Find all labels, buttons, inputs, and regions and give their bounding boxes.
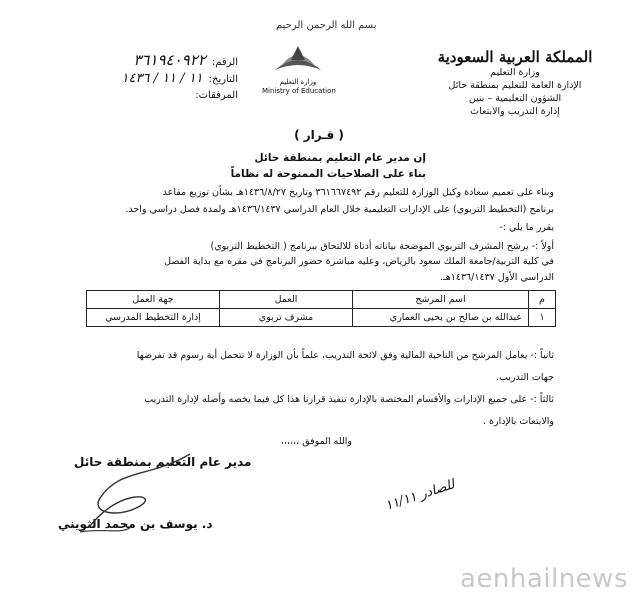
body-line: أولاً :- يرشح المشرف التربوي الموضحة بياناته أدناه للالتحاق ببرنامج ( التخطيط التربوي) [210, 241, 554, 252]
body-line: وبناء على تعميم سعادة وكيل الوزارة للتعليم رقم ٣٦١٦٦٧٤٩٢ وتاريخ ١٤٣٦/٨/٢٧هـ بشأن توزيع مقاعد [162, 187, 554, 198]
header-line: إدارة التدريب والابتعاث [470, 106, 560, 117]
candidate-table [86, 290, 556, 327]
clause-line: والابتعاث بالإدارة . [482, 416, 554, 427]
date-value: ١١ / ١١ / ١٤٣٦ [121, 71, 203, 86]
col-header: م [529, 291, 556, 309]
ministry-logo [262, 40, 334, 96]
closing-line: والله الموفق ،،،،،، [280, 436, 352, 447]
cell-workplace: إدارة التخطيط المدرسي [87, 309, 220, 327]
col-header: العمل [220, 291, 353, 309]
attach-label: المرفقات: [195, 90, 238, 101]
body-line: يقرر ما يلي :- [499, 222, 554, 233]
clause-line: ثانياً :- يعامل المرشح من الناحية المالية وفق لائحة التدريب، علماً بأن الوزارة لا تتحمل أية رسوم قد تفرضها [136, 350, 554, 361]
col-header: اسم المرشح [353, 291, 529, 309]
header-left [98, 52, 238, 104]
table-header-row [87, 291, 556, 309]
header-line: الشؤون التعليمية – بنين [468, 93, 562, 104]
intro-line: بناء على الصلاحيات الممنوحة له نظاماً [230, 168, 426, 180]
clause-line: ثالثاً :- على جميع الإدارات والأقسام المختصة بالإدارة تنفيذ قرارنا هذا كل فيما يخصه وأصله لإدارة التدريب [144, 394, 554, 405]
col-header: جهة العمل [87, 291, 220, 309]
watermark: aenhailnews [459, 564, 628, 594]
attach-row [98, 88, 238, 104]
intro-line: إن مدير عام التعليم بمنطقة حائل [254, 152, 426, 164]
handwritten-note: للصادر ١١/١١ [383, 477, 457, 514]
ref-row [98, 52, 238, 71]
header-right [410, 48, 620, 118]
table-row [87, 309, 556, 327]
ministry-logo-icon [271, 40, 325, 78]
basmala: بسم الله الرحمن الرحيم [276, 20, 377, 31]
body-line: برنامج (التخطيط التربوي) على الإدارات التعليمية خلال العام الدراسي ١٤٣٦/١٤٣٧هـ ولمدة فصل دراسي واحد. [125, 204, 554, 215]
body-line: في كلية التربية/جامعة الملك سعود بالرياض، وعليه مباشرة حضور البرنامج في مقره مع بداية الفصل [164, 256, 554, 267]
country-name: المملكة العربية السعودية [437, 48, 593, 66]
cell-candidate-name: عبدالله بن صالح بن يحيى العماري [353, 309, 529, 327]
date-row [98, 71, 238, 88]
logo-caption-ar: وزارة التعليم [279, 78, 317, 86]
signature-scribble-icon [60, 448, 210, 538]
body-line: الدراسي الأول ١٤٣٦/١٤٣٧هـ. [439, 272, 554, 283]
clause-line: جهات التدريب. [495, 372, 554, 383]
signature-title: مدير عام التعليم بمنطقة حائل [74, 455, 252, 469]
ref-label: الرقم: [211, 57, 238, 68]
cell-index: ١ [529, 309, 556, 327]
ref-value: ٣٦١٩٤٠٩٢٢ [133, 51, 206, 69]
document-title: ( قـرار ) [294, 128, 344, 142]
logo-caption-en: Ministry of Education [262, 87, 336, 95]
cell-job: مشرف تربوي [220, 309, 353, 327]
signature-name: د. يوسف بن محمد الثويني [58, 517, 213, 531]
header-line: الإدارة العامة للتعليم بمنطقة حائل [448, 80, 582, 91]
header-line: وزارة التعليم [490, 67, 540, 78]
date-label: التاريخ: [208, 74, 238, 85]
